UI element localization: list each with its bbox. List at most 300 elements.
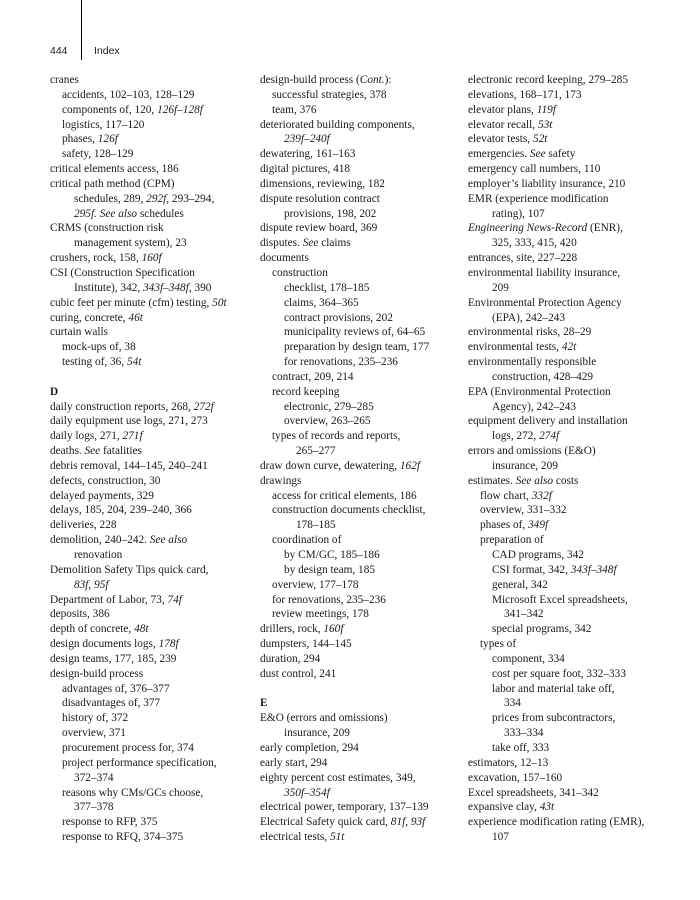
index-entry (260, 548, 465, 563)
entry-trailing-text: claims (318, 237, 351, 250)
index-entry (260, 786, 465, 801)
entry-text: insurance, 209 (284, 727, 350, 740)
entry-text: review meetings, 178 (272, 608, 369, 621)
entry-text: flow chart, (480, 489, 532, 502)
entry-italic-text: 81f, 93f (390, 816, 426, 829)
index-entry (50, 88, 250, 103)
entry-italic-text: 274f (539, 430, 560, 443)
entry-text: Department of Labor, 73, (50, 593, 168, 606)
index-entry (260, 325, 465, 340)
index-entry (468, 251, 693, 266)
entry-italic-text: 126f–128f (157, 103, 203, 116)
index-entry (50, 830, 250, 845)
entry-text: types of records and reports, (272, 430, 401, 443)
index-entry (50, 652, 250, 667)
index-entry (260, 251, 465, 266)
index-entry (50, 741, 250, 756)
index-entry (260, 459, 465, 474)
index-entry (260, 207, 465, 222)
entry-text: excavation, 157–160 (468, 771, 563, 784)
entry-italic-text: 74f (167, 593, 182, 606)
index-entry (468, 667, 693, 682)
entry-text: design-build process ( (260, 74, 360, 86)
entry-italic-text: 42t (561, 341, 577, 354)
header-rule (81, 0, 82, 60)
entry-text: logs, 272, (492, 430, 540, 443)
entry-text: record keeping (272, 385, 340, 398)
entry-italic-text: 332f (531, 489, 552, 502)
index-entry (50, 296, 250, 311)
entry-text: for renovations, 235–236 (272, 593, 386, 606)
entry-text: emergency call numbers, 110 (468, 163, 601, 176)
entry-italic-text: 160f (323, 623, 344, 636)
entry-text: dispute review board, 369 (260, 222, 378, 235)
entry-trailing-text: schedules (137, 207, 184, 220)
entry-text: 325, 333, 415, 420 (492, 237, 577, 250)
index-entry (260, 370, 465, 385)
index-entry (50, 118, 250, 133)
entry-text: curing, concrete, (50, 311, 129, 324)
entry-text: for renovations, 235–236 (284, 356, 398, 369)
entry-text: D (50, 385, 59, 398)
index-entry (50, 800, 250, 815)
entry-text: curtain walls (50, 326, 109, 339)
entry-text: contract, 209, 214 (272, 370, 354, 383)
index-entry (260, 503, 465, 518)
entry-text: estimators, 12–13 (468, 756, 549, 769)
index-entry (260, 518, 465, 533)
entry-text: cubic feet per minute (cfm) testing, (50, 296, 213, 309)
entry-text: debris removal, 144–145, 240–241 (50, 459, 208, 472)
index-entry (468, 429, 693, 444)
index-entry (50, 726, 250, 741)
entry-text: (EPA), 242–243 (492, 311, 566, 324)
entry-text: environmental liability insurance, (468, 266, 621, 279)
index-entry (50, 459, 250, 474)
entry-text: experience modification rating (EMR), (468, 816, 645, 829)
entry-text: daily logs, 271, (50, 430, 123, 443)
index-entry (468, 103, 693, 118)
index-entry (468, 192, 693, 207)
index-entry (468, 593, 693, 608)
index-entry (260, 296, 465, 311)
index-entry (468, 162, 693, 177)
index-entry (468, 132, 693, 147)
index-entry (260, 236, 465, 251)
entry-text: preparation of (480, 534, 544, 547)
entry-text: construction documents checklist, (272, 504, 426, 517)
entry-text: drawings (260, 474, 302, 487)
index-entry (50, 607, 250, 622)
entry-text: design teams, 177, 185, 239 (50, 652, 177, 665)
entry-text: general, 342 (492, 578, 548, 591)
entry-text: deaths. (50, 445, 85, 458)
entry-text: by design team, 185 (284, 563, 375, 576)
index-entry (50, 103, 250, 118)
entry-text: procurement process for, 374 (62, 741, 194, 754)
entry-text: CSI format, 342, (492, 563, 571, 576)
entry-text: accidents, 102–103, 128–129 (62, 88, 195, 101)
entry-italic-text: 83f, 95f (74, 578, 109, 591)
index-entry (468, 459, 693, 474)
index-entry (260, 756, 465, 771)
index-entry (50, 444, 250, 459)
section-gap (260, 682, 465, 697)
index-entry (260, 103, 465, 118)
index-entry (468, 726, 693, 741)
entry-text: team, 376 (272, 103, 317, 116)
entry-text: management system), 23 (74, 237, 187, 250)
entry-text: Environmental Protection Agency (468, 296, 622, 309)
index-entry (468, 489, 693, 504)
entry-text: Agency), 242–243 (492, 400, 577, 413)
entry-italic-text: 350f–354f (284, 786, 330, 799)
entry-italic-text: See also (515, 474, 554, 487)
entry-text: 265–277 (296, 445, 336, 458)
section-letter-heading (260, 696, 465, 711)
page-number: 444 (50, 45, 68, 57)
entry-text: 377–378 (74, 801, 114, 814)
entry-text: labor and material take off, (492, 682, 615, 695)
index-entry (260, 73, 465, 88)
entry-text: Institute), 342, (74, 281, 144, 294)
entry-text: elevator recall, (468, 118, 538, 131)
index-entry (50, 221, 250, 236)
entry-text: phases of, (480, 519, 529, 532)
index-entry (468, 414, 693, 429)
entry-text: electrical power, temporary, 137–139 (260, 801, 429, 814)
index-entry (260, 385, 465, 400)
entry-text: 334 (504, 697, 521, 710)
entry-text: disadvantages of, 377 (62, 697, 161, 710)
index-entry (260, 800, 465, 815)
entry-text: defects, construction, 30 (50, 474, 161, 487)
index-entry (260, 563, 465, 578)
index-entry (50, 696, 250, 711)
entry-text: electrical tests, (260, 831, 330, 844)
entry-italic-text: 349f (528, 519, 549, 532)
entry-italic-text: 271f (122, 430, 143, 443)
entry-text: digital pictures, 418 (260, 163, 351, 176)
entry-text: electronic, 279–285 (284, 400, 374, 413)
entry-italic-text: See (84, 445, 101, 458)
index-entry (468, 221, 693, 236)
index-entry (260, 444, 465, 459)
entry-text: equipment delivery and installation (468, 415, 628, 428)
entry-text: elevator tests, (468, 133, 533, 146)
index-entry (260, 355, 465, 370)
index-entry (468, 607, 693, 622)
index-entry (50, 667, 250, 682)
entry-text: 209 (492, 281, 509, 294)
entry-text: environmental tests, (468, 341, 562, 354)
index-entry (468, 177, 693, 192)
entry-italic-text: 162f (399, 459, 420, 472)
index-column-3 (468, 73, 693, 845)
index-entry (468, 652, 693, 667)
index-entry (260, 741, 465, 756)
entry-text: safety, 128–129 (62, 148, 134, 161)
entry-italic-text: See (302, 237, 319, 250)
index-entry (468, 548, 693, 563)
index-entry (468, 756, 693, 771)
index-entry (50, 563, 250, 578)
index-entry (468, 503, 693, 518)
entry-text: deteriorated building components, (260, 118, 415, 131)
index-entry (50, 162, 250, 177)
entry-italic-text: 43t (539, 801, 555, 814)
index-entry (260, 340, 465, 355)
entry-italic-text: 272f (193, 400, 214, 413)
index-entry (468, 771, 693, 786)
entry-trailing-text: safety (545, 148, 576, 161)
entry-text: demolition, 240–242. (50, 534, 150, 547)
entry-text: checklist, 178–185 (284, 281, 370, 294)
index-entry (260, 771, 465, 786)
index-entry (468, 311, 693, 326)
index-entry (50, 207, 250, 222)
entry-text: by CM/GC, 185–186 (284, 549, 380, 561)
index-entry (468, 118, 693, 133)
index-entry (468, 800, 693, 815)
running-head: Index (94, 45, 120, 57)
entry-text: early completion, 294 (260, 741, 359, 754)
index-entry (468, 622, 693, 637)
index-entry (50, 251, 250, 266)
entry-trailing-text: (ENR), (587, 222, 623, 235)
entry-text: delayed payments, 329 (50, 489, 154, 502)
entry-text: EMR (experience modification (468, 192, 609, 205)
index-entry (260, 578, 465, 593)
entry-italic-text: 292f (146, 192, 167, 205)
entry-text: overview, 177–178 (272, 578, 359, 591)
entry-italic-text: See (529, 148, 546, 161)
entry-text: early start, 294 (260, 756, 328, 769)
entry-text: access for critical elements, 186 (272, 489, 417, 502)
entry-text: delays, 185, 204, 239–240, 366 (50, 504, 192, 517)
index-entry (260, 147, 465, 162)
index-entry (468, 236, 693, 251)
index-entry (260, 726, 465, 741)
index-entry (50, 400, 250, 415)
index-entry (260, 474, 465, 489)
index-entry (468, 711, 693, 726)
index-column-2 (260, 73, 465, 845)
entry-text: Electrical Safety quick card, (260, 816, 391, 829)
index-entry (50, 503, 250, 518)
entry-text: coordination of (272, 534, 342, 547)
index-entry (50, 489, 250, 504)
entry-text: disputes. (260, 237, 303, 250)
index-entry (260, 489, 465, 504)
entry-italic-text: 126f (97, 133, 118, 146)
entry-text: eighty percent cost estimates, 349, (260, 771, 416, 784)
entry-italic-text: See also (149, 534, 188, 547)
entry-text: construction, 428–429 (492, 370, 594, 383)
index-entry (468, 533, 693, 548)
index-entry (50, 414, 250, 429)
entry-text: EPA (Environmental Protection (468, 385, 611, 398)
index-entry (468, 370, 693, 385)
index-entry (50, 786, 250, 801)
entry-text: deposits, 386 (50, 608, 110, 621)
entry-text: crushers, rock, 158, (50, 252, 142, 265)
entry-italic-text: 54t (126, 356, 142, 369)
entry-text: construction (272, 266, 328, 279)
index-entry (468, 682, 693, 697)
section-gap (50, 370, 250, 385)
entry-text: expansive clay, (468, 801, 540, 814)
index-entry (468, 340, 693, 355)
entry-italic-text: 239f–240f (284, 133, 330, 146)
index-entry (468, 355, 693, 370)
entry-text: 341–342 (504, 608, 544, 621)
index-entry (50, 815, 250, 830)
index-entry (260, 177, 465, 192)
index-entry (468, 578, 693, 593)
entry-italic-text: 48t (134, 623, 149, 636)
entry-text: CRMS (construction risk (50, 222, 164, 235)
entry-text: environmentally responsible (468, 356, 597, 369)
entry-text: successful strategies, 378 (272, 88, 387, 101)
entry-text: rating), 107 (492, 207, 545, 220)
entry-text: critical elements access, 186 (50, 163, 179, 176)
index-entry (468, 73, 693, 88)
index-entry (468, 815, 693, 830)
index-entry (260, 711, 465, 726)
entry-text: duration, 294 (260, 652, 321, 665)
index-entry (260, 429, 465, 444)
index-entry (260, 162, 465, 177)
entry-text: dewatering, 161–163 (260, 148, 356, 161)
entry-trailing-text: , 293–294, (166, 192, 215, 205)
entry-text: E (260, 697, 268, 710)
index-entry (468, 296, 693, 311)
entry-italic-text: 343f–348f (143, 281, 189, 294)
entry-trailing-text: , 390 (188, 281, 212, 294)
index-entry (468, 830, 693, 845)
index-entry (50, 311, 250, 326)
entry-text: history of, 372 (62, 712, 129, 725)
entry-text: municipality reviews of, 64–65 (284, 326, 426, 339)
index-entry (50, 177, 250, 192)
index-column-1 (50, 73, 250, 845)
index-entry (260, 667, 465, 682)
index-entry (260, 815, 465, 830)
index-entry (50, 474, 250, 489)
entry-text: response to RFQ, 374–375 (62, 831, 184, 844)
index-entry (50, 756, 250, 771)
entry-text: renovation (74, 549, 123, 561)
index-entry (50, 533, 250, 548)
entry-text: testing of, 36, (62, 356, 127, 369)
entry-text: Excel spreadsheets, 341–342 (468, 786, 599, 799)
entry-italic-text: 343f–348f (570, 563, 617, 576)
index-entry (50, 711, 250, 726)
entry-text: 333–334 (504, 727, 544, 740)
entry-text: design documents logs, (50, 638, 159, 651)
index-entry (468, 474, 693, 489)
index-entry (260, 192, 465, 207)
entry-text: logistics, 117–120 (62, 118, 145, 131)
entry-text: reasons why CMs/GCs choose, (62, 786, 204, 799)
entry-trailing-text: costs (553, 474, 579, 487)
index-entry (468, 786, 693, 801)
entry-italic-text: 119f (536, 103, 556, 116)
index-entry (50, 518, 250, 533)
index-entry (260, 132, 465, 147)
entry-text: drillers, rock, (260, 623, 324, 636)
page-header (0, 0, 700, 70)
entry-text: emergencies. (468, 148, 530, 161)
index-entry (260, 652, 465, 667)
entry-text: entrances, site, 227–228 (468, 252, 578, 265)
entry-text: Demolition Safety Tips quick card, (50, 563, 209, 576)
index-entry (260, 414, 465, 429)
index-entry (260, 221, 465, 236)
index-entry (468, 325, 693, 340)
entry-text: overview, 371 (62, 727, 126, 740)
entry-italic-text: 51t (329, 831, 345, 844)
entry-text: dispute resolution contract (260, 192, 380, 205)
entry-text: environmental risks, 28–29 (468, 326, 592, 339)
index-entry (50, 593, 250, 608)
index-entry (260, 622, 465, 637)
entry-italic-text: 295f. See also (74, 207, 138, 220)
entry-text: deliveries, 228 (50, 519, 117, 532)
entry-text: special programs, 342 (492, 623, 592, 636)
entry-text: estimates. (468, 474, 516, 487)
index-entry (260, 118, 465, 133)
index-entry (468, 400, 693, 415)
index-entry (260, 830, 465, 845)
index-entry (50, 266, 250, 281)
entry-text: response to RFP, 375 (62, 816, 158, 829)
index-entry (468, 741, 693, 756)
entry-text: elevations, 168–171, 173 (468, 88, 582, 101)
entry-text: documents (260, 252, 309, 265)
entry-text: components of, 120, (62, 103, 158, 116)
index-entry (50, 637, 250, 652)
entry-text: overview, 263–265 (284, 415, 371, 428)
entry-text: types of (480, 638, 517, 651)
entry-text: 107 (492, 831, 509, 844)
index-entry (50, 682, 250, 697)
entry-italic-text: 178f (158, 638, 179, 651)
index-entry (50, 325, 250, 340)
entry-text: 178–185 (296, 519, 336, 532)
entry-text: claims, 364–365 (284, 296, 359, 309)
index-entry (50, 73, 250, 88)
entry-text: depth of concrete, (50, 623, 135, 636)
entry-text: draw down curve, dewatering, (260, 459, 400, 472)
index-entry (468, 518, 693, 533)
entry-text: contract provisions, 202 (284, 311, 393, 324)
index-entry (50, 147, 250, 162)
entry-text: 372–374 (74, 771, 114, 784)
index-entry (260, 88, 465, 103)
entry-text: provisions, 198, 202 (284, 207, 377, 220)
entry-italic-text: 160f (141, 252, 162, 265)
index-entry (260, 607, 465, 622)
entry-text: insurance, 209 (492, 459, 558, 472)
index-entry (50, 548, 250, 563)
entry-text: mock-ups of, 38 (62, 341, 136, 354)
entry-italic-text: 46t (128, 311, 143, 324)
entry-text: errors and omissions (E&O) (468, 445, 596, 458)
entry-text: daily equipment use logs, 271, 273 (50, 415, 208, 428)
entry-italic-text: 50t (212, 296, 227, 309)
